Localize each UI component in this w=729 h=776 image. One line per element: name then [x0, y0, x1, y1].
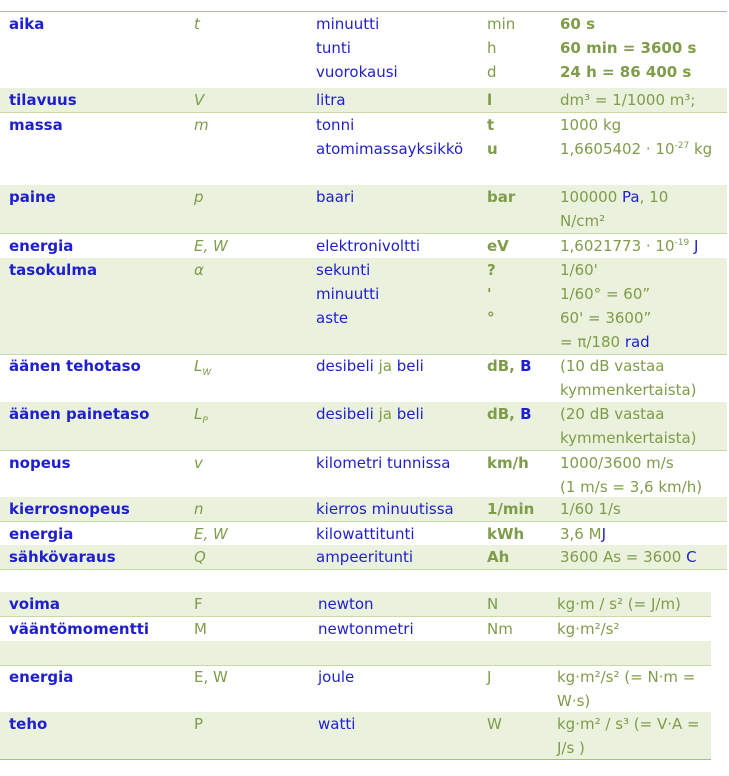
table-row	[0, 185, 727, 233]
unit-abbreviation: l	[487, 91, 493, 109]
unit-definition: kg·m² / s³ (= V·A = J/s )	[557, 715, 700, 757]
table-row	[0, 354, 727, 402]
unit-name: joule	[318, 668, 355, 686]
unit-abbreviation: min h d	[487, 15, 516, 81]
unit-abbreviation: Ah	[487, 548, 510, 566]
unit-name: baari	[316, 188, 355, 206]
unit-abbreviation: t u	[487, 116, 498, 158]
quantity-name: voima	[9, 595, 60, 613]
quantity-name: energia	[9, 237, 74, 255]
table-row	[0, 258, 727, 354]
unit-name: sekunti minuutti aste	[316, 261, 380, 327]
quantity-name: paine	[9, 188, 56, 206]
unit-abbreviation: km/h	[487, 454, 529, 472]
unit-abbreviation: J	[487, 668, 492, 686]
unit-definition: kg·m / s² (= J/m)	[557, 595, 681, 613]
unit-name: tonni atomimassayksikkö	[316, 116, 464, 158]
unit-definition: 1000 kg $1,6605402 \cdot 10^{-27}$ kg	[560, 116, 713, 158]
quantity-name: nopeus	[9, 454, 71, 472]
quantity-symbol: n	[194, 500, 204, 518]
unit-name: elektronivoltti	[316, 237, 421, 255]
quantity-symbol: α	[194, 261, 204, 279]
quantity-name: tilavuus	[9, 91, 77, 109]
quantity-name: energia	[9, 525, 74, 543]
quantity-symbol: v	[194, 454, 203, 472]
unit-name: desibeli ja beli	[316, 357, 424, 375]
unit-abbreviation: kWh	[487, 525, 525, 543]
quantity-symbol: E, W	[194, 237, 228, 255]
table-bottom-border	[0, 759, 711, 760]
table-row	[0, 522, 727, 546]
unit-definition: 1/60 1/s	[560, 500, 621, 518]
unit-definition: 100000 Pa, 10 N/cm²	[560, 188, 669, 230]
unit-abbreviation: eV	[487, 237, 509, 255]
unit-definition: $1,6021773 \cdot 10^{-19}$ J	[560, 237, 699, 255]
unit-definition: 1/60' 1/60° = 60” 60' = 3600” = π/180 rad	[560, 261, 652, 351]
quantity-symbol: F	[194, 595, 203, 613]
quantity-name: energia	[9, 668, 74, 686]
unit-definition: kg·m²/s² (= N·m = W·s)	[557, 668, 696, 710]
table-row	[0, 592, 711, 616]
unit-abbreviation: ? ' °	[487, 261, 496, 327]
unit-abbreviation: dB, B	[487, 357, 532, 375]
table-row	[0, 545, 727, 569]
quantity-name: vääntömomentti	[9, 620, 150, 638]
unit-name: minuutti tunti vuorokausi	[316, 15, 398, 81]
unit-name: litra	[316, 91, 346, 109]
unit-name: ampeeritunti	[316, 548, 414, 566]
unit-definition: 3600 As = 3600 C	[560, 548, 697, 566]
quantity-name: massa	[9, 116, 63, 134]
empty-row	[0, 641, 711, 665]
unit-name: desibeli ja beli	[316, 405, 424, 423]
quantity-symbol: E, W	[194, 525, 228, 543]
table-row	[0, 665, 711, 713]
table-row	[0, 12, 727, 87]
quantity-symbol: P	[194, 715, 204, 733]
unit-abbreviation: W	[487, 715, 502, 733]
unit-name: watti	[318, 715, 356, 733]
quantity-name: äänen tehotaso	[9, 357, 141, 375]
quantity-symbol: t	[194, 15, 200, 33]
unit-abbreviation: dB, B	[487, 405, 532, 423]
unit-definition: 3,6 MJ	[560, 525, 607, 543]
unit-abbreviation: 1/min	[487, 500, 535, 518]
unit-abbreviation: N	[487, 595, 499, 613]
unit-abbreviation: Nm	[487, 620, 513, 638]
unit-name: kilowattitunti	[316, 525, 415, 543]
unit-definition: (20 dB vastaa kymmenkertaista)	[560, 405, 697, 447]
quantity-symbol: E, W	[194, 668, 228, 686]
table-row	[0, 617, 711, 641]
quantity-symbol: p	[194, 188, 204, 206]
quantity-name: sähkövaraus	[9, 548, 116, 566]
quantity-name: kierrosnopeus	[9, 500, 130, 518]
unit-abbreviation: bar	[487, 188, 516, 206]
table-row	[0, 113, 727, 185]
unit-definition: dm³ = 1/1000 m³;	[560, 91, 696, 109]
unit-name: kierros minuutissa	[316, 500, 454, 518]
quantity-symbol: V	[194, 91, 205, 109]
quantity-name: äänen painetaso	[9, 405, 150, 423]
unit-name: newtonmetri	[318, 620, 414, 638]
quantity-symbol: M	[194, 620, 207, 638]
quantity-symbol: $L_P$	[194, 405, 208, 426]
quantity-symbol: Q	[194, 548, 206, 566]
table-row	[0, 497, 727, 521]
quantity-name: tasokulma	[9, 261, 98, 279]
unit-definition: kg·m²/s²	[557, 620, 620, 638]
quantity-name: aika	[9, 15, 45, 33]
quantity-name: teho	[9, 715, 48, 733]
table-row	[0, 234, 727, 258]
table-row	[0, 88, 727, 112]
quantity-symbol: $L_W$	[194, 357, 212, 378]
unit-definition: 60 s 60 min = 3600 s 24 h = 86 400 s	[560, 15, 697, 81]
unit-definition: 1000/3600 m/s (1 m/s = 3,6 km/h)	[560, 454, 703, 496]
unit-name: newton	[318, 595, 374, 613]
unit-name: kilometri tunnissa	[316, 454, 451, 472]
table-row	[0, 712, 711, 759]
quantity-symbol: m	[194, 116, 209, 134]
table-row	[0, 451, 727, 499]
table-row	[0, 402, 727, 450]
unit-definition: (10 dB vastaa kymmenkertaista)	[560, 357, 697, 399]
